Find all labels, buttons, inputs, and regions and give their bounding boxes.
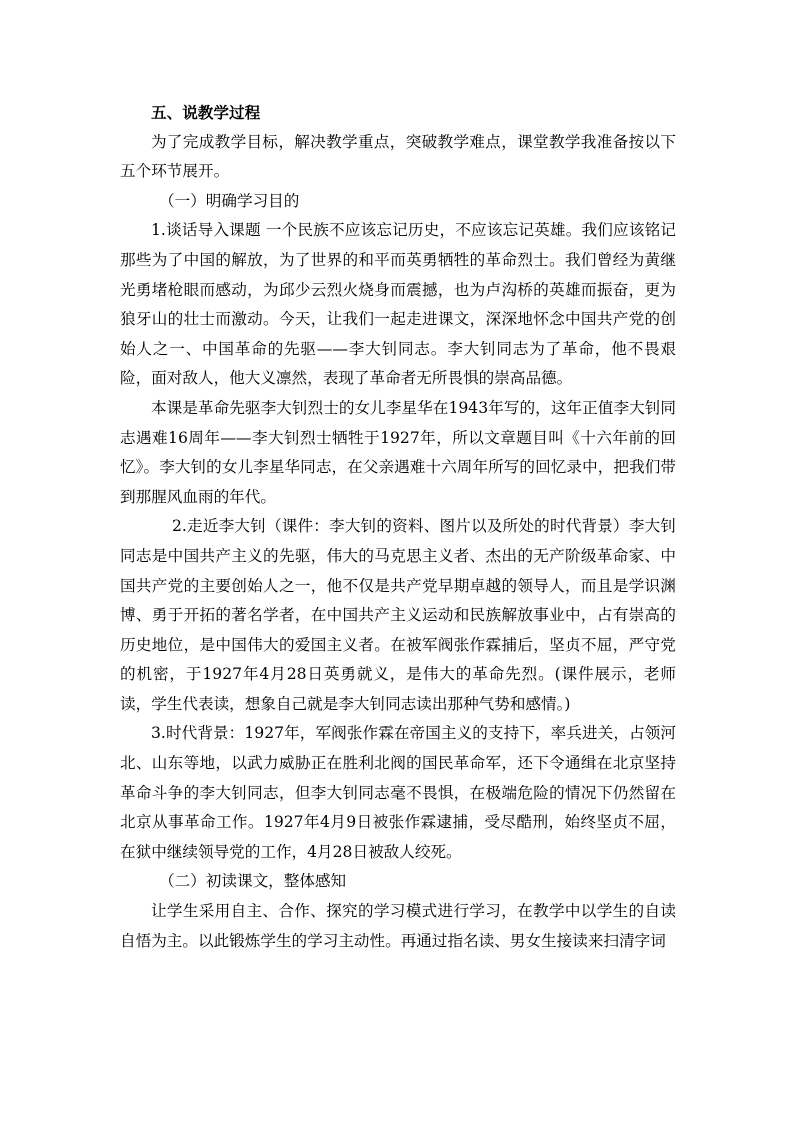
paragraph-talk-intro: 1.谈话导入课题 一个民族不应该忘记历史，不应该忘记英雄。我们应该铭记那些为了中国的解放，为了世界的和平而英勇牺牲的革命烈士。我们曾经为黄继光勇堵枪眼而感动，为邱少云烈火烧身而震撼，也为卢沟桥的英雄而振奋，更为狼牙山的壮士而激动。今天，让我们一起走进课文，深深地怀念中国共产党的创始人之一、中国革命的先驱——李大钊同志。李大钊同志为了革命，他不畏艰险，面对敌人，他大义凛然，表现了革命者无所畏惧的崇高品德。 <box>120 221 676 388</box>
paragraph-background-text: 本课是革命先驱李大钊烈士的女儿李星华在1943年写的，这年正值李大钊同志遇难16周年——李大钊烈士牺牲于1927年，所以文章题目叫《十六年前的回忆》。李大钊的女儿李星华同志，在父亲遇难十六周年所写的回忆录中，把我们带到那腥风血雨的年代。 <box>120 398 676 506</box>
intro-paragraph: 为了完成教学目标，解决教学重点，突破教学难点，课堂教学我准备按以下五个环节展开。 <box>120 132 676 181</box>
paragraph-first-reading: 让学生采用自主、合作、探究的学习模式进行学习，在教学中以学生的自读自悟为主。以此锻炼学生的学习主动性。再通过指名读、男女生接读来扫清字词 <box>120 902 676 950</box>
document-body <box>120 98 676 956</box>
subsection-heading-2: （二）初读课文，整体感知 <box>159 872 347 891</box>
paragraph-approach-li-dazhao: 2.走近李大钊（课件：李大钊的资料、图片以及所处的时代背景）李大钊同志是中国共产主义的先驱，伟大的马克思主义者、杰出的无产阶级革命家、中国共产党的主要创始人之一，他不仅是共产党早期卓越的领导人，而且是学识渊博、勇于开拓的著名学者，在中国共产主义运动和民族解放事业中，占有崇高的历史地位，是中国伟大的爱国主义者。在被军阀张作霖捕后，坚贞不屈，严守党的机密，于1927年4月28日英勇就义，是伟大的革命先烈。(课件展示，老师读，学生代表读，想象自己就是李大钊同志读出那种气势和感情。) <box>120 517 676 713</box>
section-heading: 五、说教学过程 <box>151 103 261 122</box>
subsection-heading-1: （一）明确学习目的 <box>159 191 300 210</box>
paragraph-historical-background: 3.时代背景：1927年，军阀张作霖在帝国主义的支持下，率兵进关，占领河北、山东等地，以武力威胁正在胜利北阀的国民革命军，还下令通缉在北京坚持革命斗争的李大钊同志，但李大钊同志毫不畏惧，在极端危险的情况下仍然留在北京从事革命工作。1927年4月9日被张作霖逮捕，受尽酷刑，始终坚贞不屈，在狱中继续领导党的工作，4月28日被敌人绞死。 <box>120 724 676 861</box>
